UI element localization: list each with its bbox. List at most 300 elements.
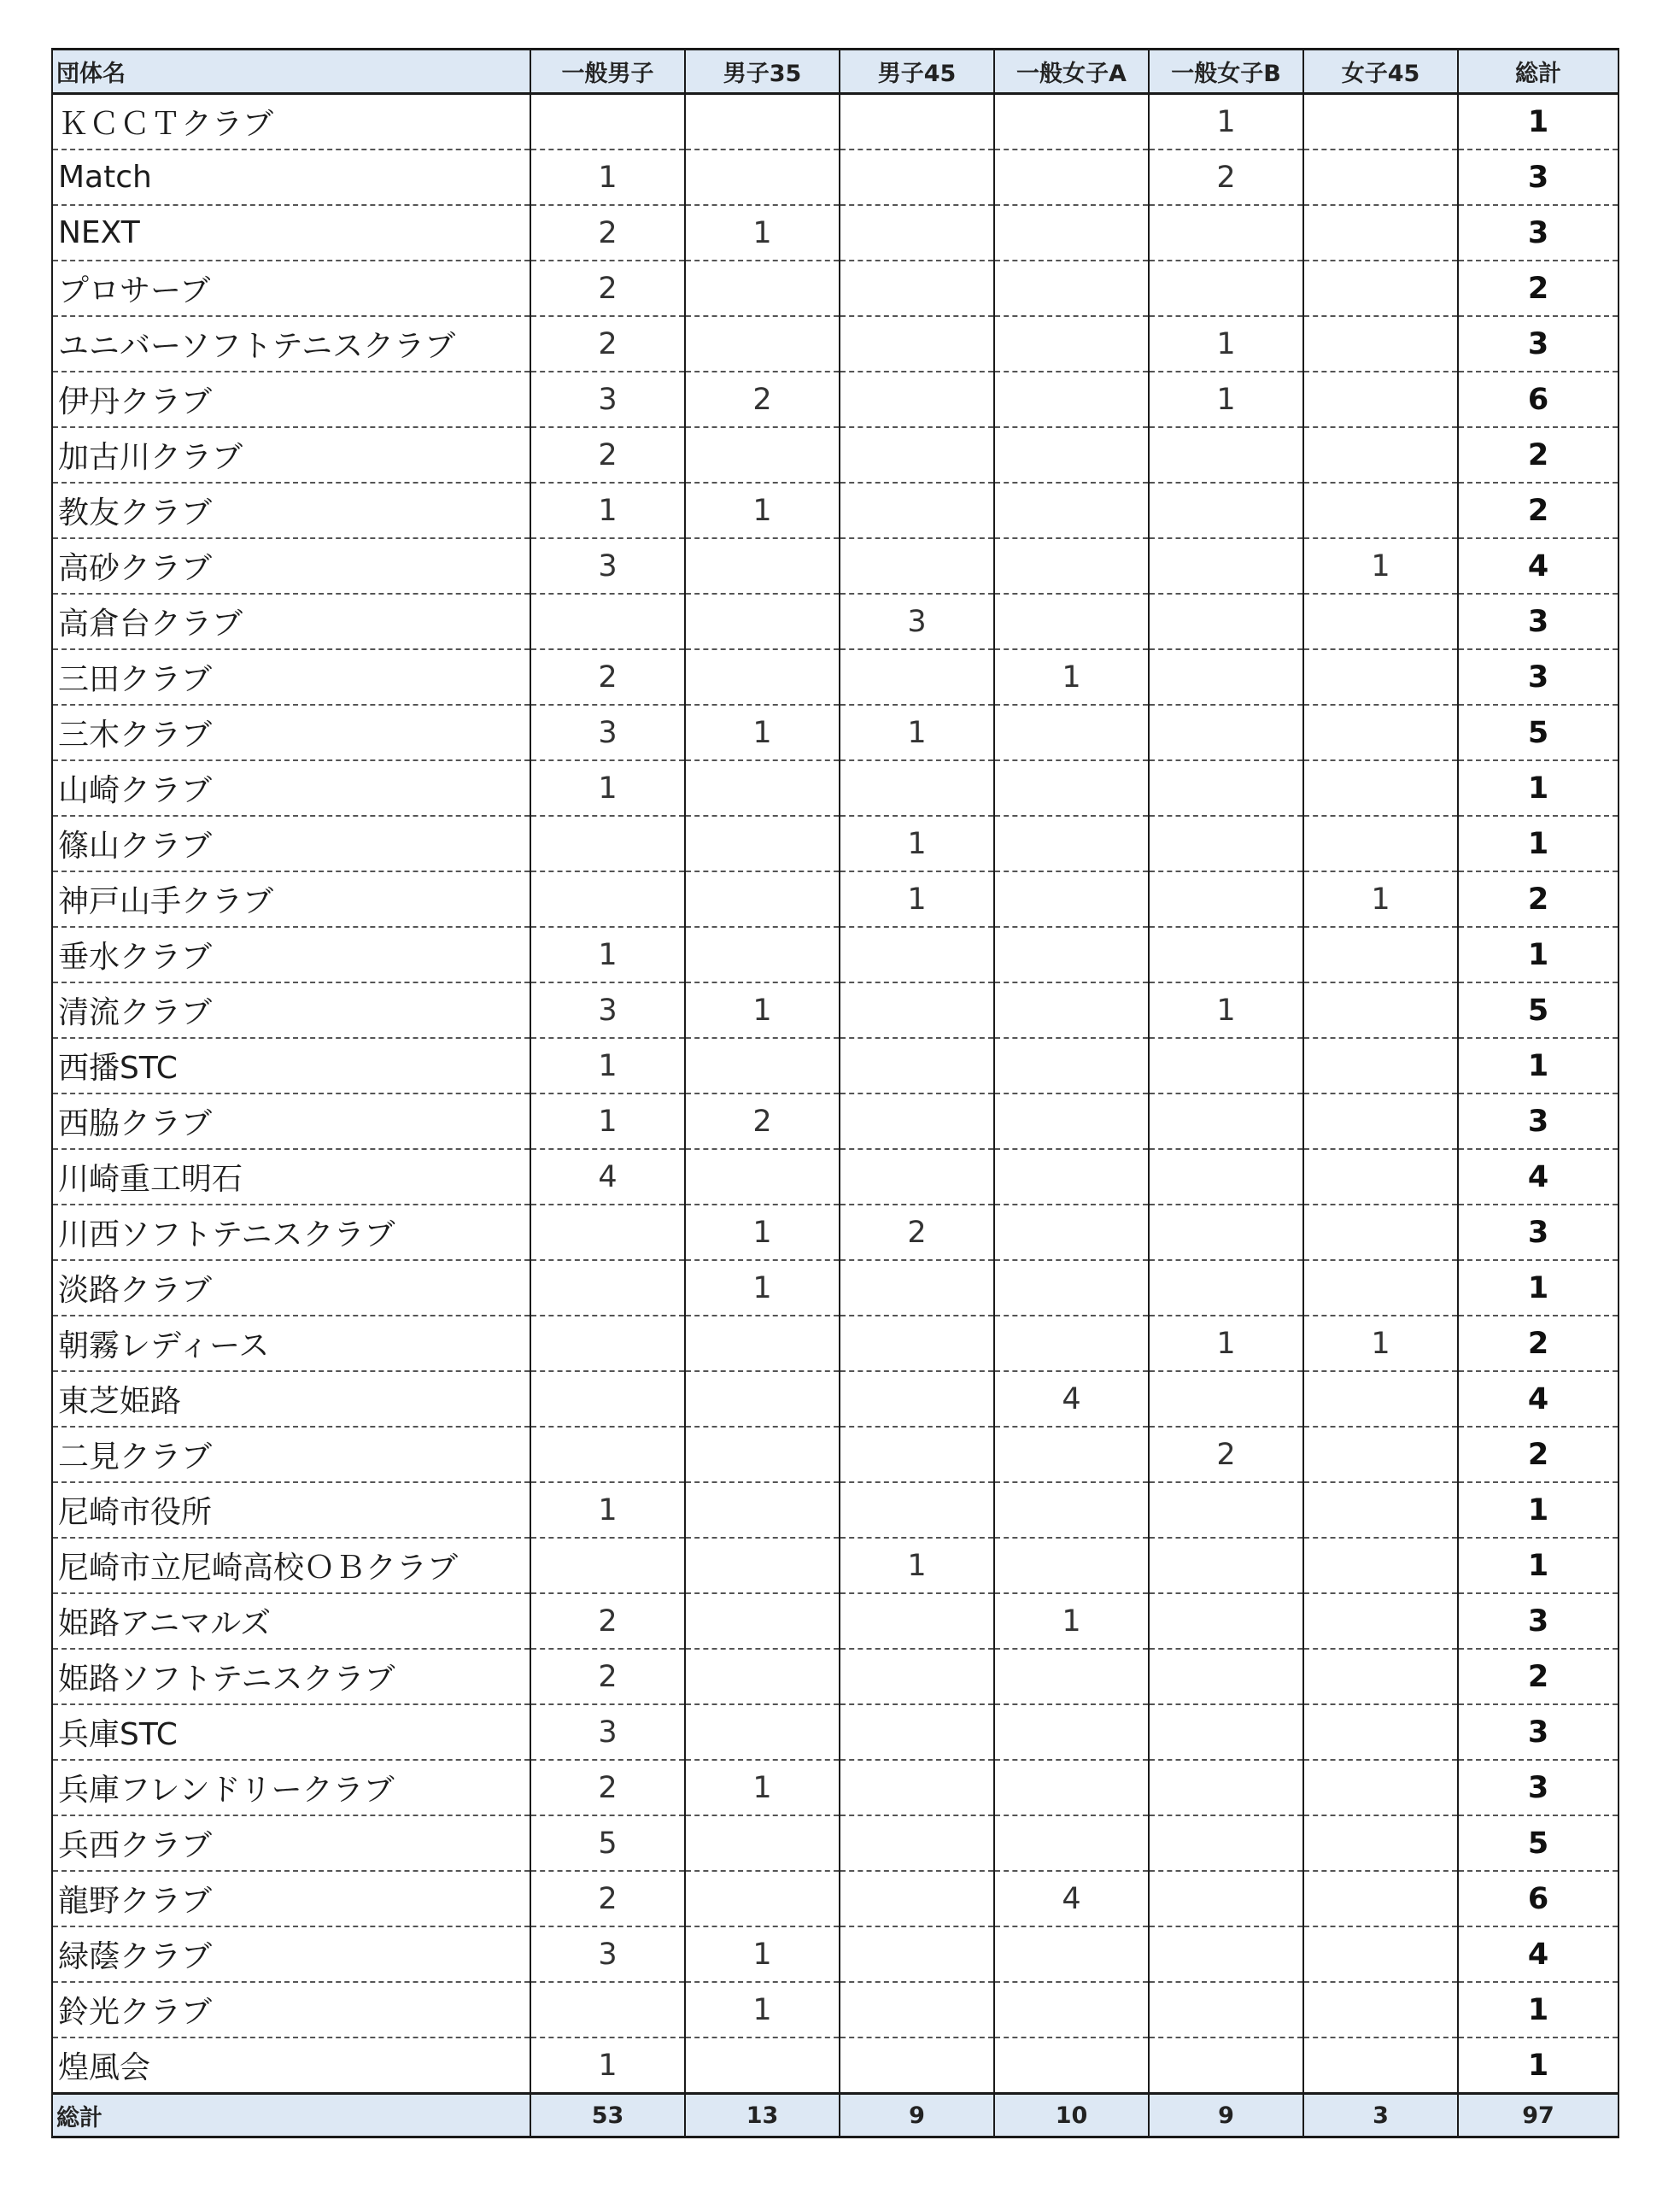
table-footer: [52, 2094, 1619, 2137]
general-women-a-cell: [994, 594, 1149, 649]
row-total-cell: 3: [1458, 205, 1619, 261]
men-35-cell: [685, 316, 840, 372]
general-women-b-cell: [1149, 261, 1303, 316]
general-women-b-cell: [1149, 1760, 1303, 1815]
women-45-cell: [1303, 594, 1458, 649]
general-men-cell: 2: [530, 1760, 685, 1815]
women-45-cell: [1303, 483, 1458, 538]
general-women-b-cell: 1: [1149, 372, 1303, 427]
men-45-cell: [840, 94, 994, 150]
men-35-cell: 1: [685, 705, 840, 760]
men-45-cell: 1: [840, 816, 994, 871]
general-men-cell: [530, 1260, 685, 1316]
general-women-a-cell: [994, 1149, 1149, 1205]
men-35-cell: 1: [685, 982, 840, 1038]
men-45-cell: [840, 1649, 994, 1704]
general-women-a-cell: 1: [994, 1593, 1149, 1649]
table-row: [52, 316, 1619, 372]
men-45-cell: [840, 372, 994, 427]
women-45-cell: [1303, 1371, 1458, 1427]
general-women-b-cell: [1149, 594, 1303, 649]
general-men-cell: 5: [530, 1815, 685, 1871]
general-women-b-cell: [1149, 871, 1303, 927]
general-women-b-cell: [1149, 1593, 1303, 1649]
team-name-cell: 西播STC: [52, 1038, 530, 1094]
general-women-b-cell: [1149, 1871, 1303, 1926]
table-row: [52, 1482, 1619, 1538]
men-35-cell: [685, 816, 840, 871]
row-total-cell: 3: [1458, 649, 1619, 705]
general-women-b-cell: [1149, 538, 1303, 594]
men-35-cell: [685, 1649, 840, 1704]
general-men-cell: 3: [530, 982, 685, 1038]
men-45-cell: [840, 427, 994, 483]
women-45-cell: [1303, 1760, 1458, 1815]
general-men-cell: 2: [530, 205, 685, 261]
table-row: [52, 372, 1619, 427]
header-row: [52, 50, 1619, 94]
men-45-cell: [840, 1316, 994, 1371]
team-name-cell: 篠山クラブ: [52, 816, 530, 871]
men-45-cell: 1: [840, 705, 994, 760]
men-35-cell: [685, 1427, 840, 1482]
men-35-cell: [685, 1371, 840, 1427]
column-header-team-name: 団体名: [52, 50, 530, 94]
men-35-cell: 1: [685, 1205, 840, 1260]
team-name-cell: 兵西クラブ: [52, 1815, 530, 1871]
general-women-a-cell: [994, 1760, 1149, 1815]
general-women-a-cell: [994, 816, 1149, 871]
general-women-b-cell: [1149, 1815, 1303, 1871]
team-name-cell: 神戸山手クラブ: [52, 871, 530, 927]
team-name-cell: 姫路アニマルズ: [52, 1593, 530, 1649]
general-women-a-cell: [994, 1316, 1149, 1371]
men-45-cell: [840, 316, 994, 372]
row-total-cell: 2: [1458, 427, 1619, 483]
table-row: [52, 649, 1619, 705]
team-name-cell: 西脇クラブ: [52, 1094, 530, 1149]
general-women-a-cell: [994, 1038, 1149, 1094]
team-name-cell: 清流クラブ: [52, 982, 530, 1038]
row-total-cell: 3: [1458, 150, 1619, 205]
table-row: [52, 1871, 1619, 1926]
general-men-cell: 2: [530, 1871, 685, 1926]
column-header-men-45: 男子45: [840, 50, 994, 94]
men-45-cell: [840, 1982, 994, 2037]
column-header-total: 総計: [1458, 50, 1619, 94]
general-women-a-cell: [994, 982, 1149, 1038]
men-35-cell: [685, 871, 840, 927]
general-men-cell: 2: [530, 1593, 685, 1649]
general-women-a-cell: [994, 483, 1149, 538]
general-men-cell: 1: [530, 150, 685, 205]
row-total-cell: 4: [1458, 1371, 1619, 1427]
general-women-a-cell: [994, 1427, 1149, 1482]
grand-total-row: [52, 2094, 1619, 2137]
general-men-cell: [530, 1316, 685, 1371]
men-35-cell: [685, 594, 840, 649]
men-35-cell: 2: [685, 1094, 840, 1149]
table-row: [52, 1094, 1619, 1149]
table-row: [52, 1149, 1619, 1205]
row-total-cell: 3: [1458, 594, 1619, 649]
table-row: [52, 483, 1619, 538]
women-45-cell: [1303, 1593, 1458, 1649]
men-45-cell: [840, 649, 994, 705]
general-women-a-cell: [994, 1649, 1149, 1704]
general-men-cell: 1: [530, 760, 685, 816]
men-45-cell: [840, 1482, 994, 1538]
row-total-cell: 2: [1458, 1649, 1619, 1704]
men-35-cell: 1: [685, 205, 840, 261]
general-women-a-cell: [994, 705, 1149, 760]
team-name-cell: 淡路クラブ: [52, 1260, 530, 1316]
women-45-cell: [1303, 205, 1458, 261]
men-35-cell: [685, 1871, 840, 1926]
table-row: [52, 2037, 1619, 2094]
men-35-cell: [685, 427, 840, 483]
women-45-cell: [1303, 1427, 1458, 1482]
men-35-cell: 1: [685, 1982, 840, 2037]
women-45-cell: [1303, 150, 1458, 205]
row-total-cell: 2: [1458, 261, 1619, 316]
team-name-cell: 加古川クラブ: [52, 427, 530, 483]
general-women-b-cell: [1149, 816, 1303, 871]
women-45-cell: [1303, 927, 1458, 982]
general-women-a-cell: [994, 538, 1149, 594]
women-45-cell: [1303, 1260, 1458, 1316]
general-women-b-cell: [1149, 705, 1303, 760]
table-row: [52, 1982, 1619, 2037]
general-women-b-cell: [1149, 2037, 1303, 2094]
general-men-cell: [530, 594, 685, 649]
general-men-cell: [530, 1371, 685, 1427]
general-men-cell: 3: [530, 705, 685, 760]
men-45-cell: [840, 1094, 994, 1149]
men-45-cell: [840, 760, 994, 816]
team-name-cell: 姫路ソフトテニスクラブ: [52, 1649, 530, 1704]
row-total-cell: 4: [1458, 1149, 1619, 1205]
general-women-b-cell: [1149, 927, 1303, 982]
women-45-cell: [1303, 1815, 1458, 1871]
general-women-b-cell: 1: [1149, 1316, 1303, 1371]
row-total-cell: 1: [1458, 760, 1619, 816]
women-45-cell: [1303, 1038, 1458, 1094]
general-men-cell: [530, 816, 685, 871]
women-45-cell: [1303, 261, 1458, 316]
general-women-a-cell: 1: [994, 649, 1149, 705]
general-women-b-cell: [1149, 1094, 1303, 1149]
general-women-b-cell: [1149, 1982, 1303, 2037]
women-45-cell: [1303, 760, 1458, 816]
general-men-cell: 1: [530, 927, 685, 982]
table-row: [52, 1260, 1619, 1316]
men-45-cell: [840, 261, 994, 316]
row-total-cell: 1: [1458, 1038, 1619, 1094]
women-45-cell: [1303, 316, 1458, 372]
row-total-cell: 1: [1458, 2037, 1619, 2094]
general-women-a-cell: [994, 261, 1149, 316]
team-name-cell: 兵庫フレンドリークラブ: [52, 1760, 530, 1815]
general-men-cell: 3: [530, 1926, 685, 1982]
men-45-cell: [840, 1149, 994, 1205]
row-total-cell: 3: [1458, 1094, 1619, 1149]
table-row: [52, 1538, 1619, 1593]
general-men-cell: 4: [530, 1149, 685, 1205]
team-name-cell: 垂水クラブ: [52, 927, 530, 982]
men-45-cell: [840, 150, 994, 205]
row-total-cell: 1: [1458, 1260, 1619, 1316]
team-name-cell: 朝霧レディース: [52, 1316, 530, 1371]
team-name-cell: 尼崎市立尼崎高校ＯＢクラブ: [52, 1538, 530, 1593]
row-total-cell: 5: [1458, 1815, 1619, 1871]
row-total-cell: 1: [1458, 94, 1619, 150]
general-women-a-cell: 4: [994, 1371, 1149, 1427]
table-row: [52, 1815, 1619, 1871]
general-women-b-cell: [1149, 1482, 1303, 1538]
general-women-b-cell: [1149, 1205, 1303, 1260]
row-total-cell: 3: [1458, 1760, 1619, 1815]
general-women-b-cell: [1149, 760, 1303, 816]
women-45-cell: [1303, 1538, 1458, 1593]
team-name-cell: 龍野クラブ: [52, 1871, 530, 1926]
women-45-cell: [1303, 94, 1458, 150]
men-35-cell: [685, 538, 840, 594]
row-total-cell: 2: [1458, 871, 1619, 927]
men-35-cell: 1: [685, 1760, 840, 1815]
general-women-b-cell: 2: [1149, 150, 1303, 205]
table-row: [52, 150, 1619, 205]
general-women-a-cell: 4: [994, 1871, 1149, 1926]
grand-total-women-45: 3: [1303, 2094, 1458, 2137]
row-total-cell: 3: [1458, 1704, 1619, 1760]
general-men-cell: 1: [530, 483, 685, 538]
general-men-cell: 3: [530, 1704, 685, 1760]
row-total-cell: 1: [1458, 1482, 1619, 1538]
row-total-cell: 2: [1458, 1427, 1619, 1482]
men-45-cell: [840, 538, 994, 594]
general-women-a-cell: [994, 1982, 1149, 2037]
row-total-cell: 5: [1458, 982, 1619, 1038]
women-45-cell: [1303, 1482, 1458, 1538]
team-name-cell: 川崎重工明石: [52, 1149, 530, 1205]
men-35-cell: [685, 1149, 840, 1205]
men-45-cell: [840, 1760, 994, 1815]
men-35-cell: [685, 1704, 840, 1760]
column-header-general-women-b: 一般女子B: [1149, 50, 1303, 94]
table-row: [52, 982, 1619, 1038]
general-men-cell: 3: [530, 372, 685, 427]
grand-total-general-women-a: 10: [994, 2094, 1149, 2137]
team-name-cell: 高砂クラブ: [52, 538, 530, 594]
table-row: [52, 594, 1619, 649]
men-35-cell: [685, 1593, 840, 1649]
row-total-cell: 6: [1458, 372, 1619, 427]
general-women-a-cell: [994, 871, 1149, 927]
column-header-general-women-a: 一般女子A: [994, 50, 1149, 94]
team-name-cell: 尼崎市役所: [52, 1482, 530, 1538]
men-35-cell: [685, 1538, 840, 1593]
men-45-cell: 1: [840, 871, 994, 927]
general-women-a-cell: [994, 1815, 1149, 1871]
general-women-b-cell: [1149, 1371, 1303, 1427]
row-total-cell: 3: [1458, 316, 1619, 372]
general-women-a-cell: [994, 1704, 1149, 1760]
grand-total-general-women-b: 9: [1149, 2094, 1303, 2137]
general-women-a-cell: [994, 205, 1149, 261]
general-women-a-cell: [994, 316, 1149, 372]
men-35-cell: [685, 1316, 840, 1371]
row-total-cell: 6: [1458, 1871, 1619, 1926]
general-men-cell: 1: [530, 2037, 685, 2094]
men-35-cell: [685, 94, 840, 150]
table-row: [52, 1316, 1619, 1371]
general-men-cell: [530, 871, 685, 927]
men-45-cell: 2: [840, 1205, 994, 1260]
men-35-cell: [685, 2037, 840, 2094]
general-men-cell: 1: [530, 1482, 685, 1538]
men-45-cell: [840, 2037, 994, 2094]
men-35-cell: [685, 649, 840, 705]
women-45-cell: [1303, 1871, 1458, 1926]
column-header-women-45: 女子45: [1303, 50, 1458, 94]
general-women-a-cell: [994, 927, 1149, 982]
general-women-b-cell: 1: [1149, 982, 1303, 1038]
general-women-a-cell: [994, 94, 1149, 150]
general-women-b-cell: [1149, 205, 1303, 261]
table-row: [52, 94, 1619, 150]
men-45-cell: [840, 982, 994, 1038]
general-women-a-cell: [994, 1482, 1149, 1538]
men-35-cell: [685, 1815, 840, 1871]
general-women-b-cell: [1149, 1538, 1303, 1593]
general-women-b-cell: 2: [1149, 1427, 1303, 1482]
men-45-cell: [840, 483, 994, 538]
men-45-cell: 1: [840, 1538, 994, 1593]
row-total-cell: 5: [1458, 705, 1619, 760]
men-45-cell: [840, 205, 994, 261]
general-women-a-cell: [994, 1926, 1149, 1982]
team-name-cell: 教友クラブ: [52, 483, 530, 538]
team-name-cell: 高倉台クラブ: [52, 594, 530, 649]
general-women-a-cell: [994, 1260, 1149, 1316]
men-45-cell: [840, 1427, 994, 1482]
general-women-b-cell: [1149, 427, 1303, 483]
women-45-cell: [1303, 1982, 1458, 2037]
table-row: [52, 705, 1619, 760]
general-women-a-cell: [994, 1205, 1149, 1260]
team-name-cell: 三木クラブ: [52, 705, 530, 760]
table-row: [52, 1926, 1619, 1982]
general-women-b-cell: [1149, 1260, 1303, 1316]
general-men-cell: [530, 1427, 685, 1482]
grand-total-label: 総計: [52, 2094, 530, 2137]
men-35-cell: 2: [685, 372, 840, 427]
general-women-b-cell: [1149, 649, 1303, 705]
general-women-b-cell: 1: [1149, 316, 1303, 372]
row-total-cell: 1: [1458, 816, 1619, 871]
table-row: [52, 816, 1619, 871]
table-body: [52, 94, 1619, 2094]
table-row: [52, 760, 1619, 816]
men-45-cell: [840, 1815, 994, 1871]
general-men-cell: [530, 1982, 685, 2037]
table-row: [52, 927, 1619, 982]
women-45-cell: [1303, 649, 1458, 705]
table-row: [52, 871, 1619, 927]
men-45-cell: [840, 1704, 994, 1760]
general-men-cell: 1: [530, 1038, 685, 1094]
general-men-cell: 2: [530, 261, 685, 316]
row-total-cell: 2: [1458, 483, 1619, 538]
general-women-a-cell: [994, 150, 1149, 205]
women-45-cell: [1303, 1094, 1458, 1149]
women-45-cell: [1303, 816, 1458, 871]
women-45-cell: 1: [1303, 1316, 1458, 1371]
row-total-cell: 1: [1458, 1538, 1619, 1593]
women-45-cell: [1303, 427, 1458, 483]
grand-total-general-men: 53: [530, 2094, 685, 2137]
men-35-cell: [685, 150, 840, 205]
men-35-cell: [685, 927, 840, 982]
women-45-cell: [1303, 2037, 1458, 2094]
grand-total-men-45: 9: [840, 2094, 994, 2137]
general-men-cell: [530, 94, 685, 150]
women-45-cell: [1303, 705, 1458, 760]
general-women-b-cell: [1149, 483, 1303, 538]
general-men-cell: [530, 1538, 685, 1593]
men-45-cell: [840, 1871, 994, 1926]
men-45-cell: [840, 1371, 994, 1427]
row-total-cell: 1: [1458, 1982, 1619, 2037]
team-name-cell: 緑蔭クラブ: [52, 1926, 530, 1982]
men-45-cell: [840, 1593, 994, 1649]
general-women-b-cell: [1149, 1038, 1303, 1094]
men-35-cell: 1: [685, 1926, 840, 1982]
table-row: [52, 205, 1619, 261]
women-45-cell: [1303, 1205, 1458, 1260]
general-women-a-cell: [994, 372, 1149, 427]
general-men-cell: 2: [530, 649, 685, 705]
team-name-cell: 鈴光クラブ: [52, 1982, 530, 2037]
men-35-cell: [685, 1482, 840, 1538]
general-women-b-cell: [1149, 1649, 1303, 1704]
general-women-b-cell: [1149, 1704, 1303, 1760]
general-women-a-cell: [994, 1538, 1149, 1593]
table-row: [52, 261, 1619, 316]
general-women-b-cell: [1149, 1149, 1303, 1205]
general-men-cell: 2: [530, 316, 685, 372]
team-name-cell: Match: [52, 150, 530, 205]
general-women-a-cell: [994, 760, 1149, 816]
women-45-cell: [1303, 372, 1458, 427]
team-name-cell: 東芝姫路: [52, 1371, 530, 1427]
women-45-cell: [1303, 1926, 1458, 1982]
team-name-cell: 川西ソフトテニスクラブ: [52, 1205, 530, 1260]
table-row: [52, 538, 1619, 594]
general-women-a-cell: [994, 2037, 1149, 2094]
team-name-cell: 兵庫STC: [52, 1704, 530, 1760]
general-men-cell: 3: [530, 538, 685, 594]
row-total-cell: 1: [1458, 927, 1619, 982]
team-name-cell: 山崎クラブ: [52, 760, 530, 816]
team-name-cell: 二見クラブ: [52, 1427, 530, 1482]
row-total-cell: 4: [1458, 1926, 1619, 1982]
team-name-cell: 三田クラブ: [52, 649, 530, 705]
grand-total-overall: 97: [1458, 2094, 1619, 2137]
women-45-cell: [1303, 1704, 1458, 1760]
general-women-b-cell: 1: [1149, 94, 1303, 150]
